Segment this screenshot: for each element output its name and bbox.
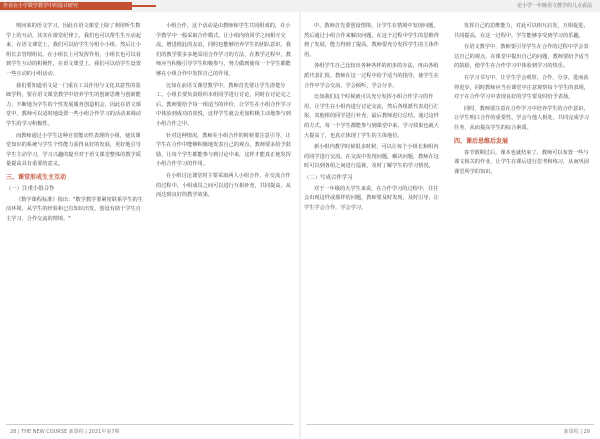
body-paragraph: 则问某的语文学习，因此在语文课堂上除了利用听生数学上的互动，其实在课堂纪律上，我们也可以帮生生互动起来，在语文课堂上，我们可以给学生分组小小组，然后让小组长去管理组员。在小组长上可发挥作用，小组长也可以看到学生互动的积极性，在语文课堂上，我们可以给学生设置一些互动的小组活动。: [6, 23, 141, 77]
body-paragraph: 各组学生自己比较出各种各样的初步的办法，再由各组派代表汇报，教师在这一过程中给予适当的指导，使学生在合作中学会交流，学会倾听，学会分享。: [304, 63, 439, 89]
body-paragraph: 在小组讨论课堂时主要采取两人小组合作，在交流合作的过程中，小组成员之间可以进行互相补充，共同提高，从而达到良好的教学效果。: [156, 172, 291, 199]
section-heading: 三、课堂形成生主互动: [6, 173, 67, 181]
body-paragraph: 发挥自己的思维能力，对此可以相互启发，互相促进，共同提高，在这一过程中，学生能够享受到学习的乐趣。: [454, 23, 589, 39]
body-paragraph: 对于一年级的大学生来说，在合作学习的过程中，往往会出现这样或那样的问题，教师要及时发现，及时引导，让学生学会合作，学会学习。: [304, 185, 439, 211]
body-paragraph: 中，教师首先要创设情境，让学生在情境中发现问题，然后通过小组合作来解决问题，在这个过程中学生的思维得到了发展，能力得到了提高，教师要充分发挥学生的主体作用。: [304, 23, 439, 58]
body-paragraph: 小组合作，这个活动是由教师和学生共同组成的，在小学教学中一般采取合作模式，让小组内的同学之间相互交流，增进彼此的友谊，同时也能够培养学生的团队意识，我们的教学要多多地采用合作学习的方法，在教学过程中，教师应当积极引导学生积极参与，努力做到使每一个学生都能够在小组合作中发挥自己的作用。: [156, 23, 291, 77]
section-heading: （一）注重小组合作: [6, 185, 55, 192]
left-footer-rule: [6, 424, 294, 425]
right-page: [304, 22, 594, 422]
left-page: [6, 22, 296, 422]
header-left-label: 作业在小学数学教学中的设计研究: [0, 2, 132, 10]
body-paragraph: 《数学课程标准》指出："数学教学要紧密联系学生的生活环境，从学生的经验和已有知识出发，创设有助于学生自主学习、合作交流的情境。": [6, 196, 143, 222]
header-separator: [132, 5, 156, 7]
body-paragraph: 而教师通过小学生这种自觉能动性表现的小组，使其课堂知识的系统与学生个性能力获得良好的发展，更好地引导学生主动学习，学习兴趣的提升对于语文课堂整体的教学质量提高具有重要的意义。: [6, 132, 141, 168]
left-page-column-1: [6, 22, 144, 422]
page-footer: [0, 426, 600, 438]
body-paragraph: 比如我们这个时候就可以充分发挥小组合作学习的作用，让学生在小组内进行讨论交流，然后各组派代表进行汇报，其他组的同学进行补充，最后教师进行总结。通过这样的方式，每一个学生都能参与到课堂中来，学习效果也就大大提高了，也真正体现了学生的主体地位。: [304, 94, 439, 139]
spine-gutter: [299, 12, 301, 439]
right-page-column-1: [304, 22, 442, 422]
body-paragraph: 针对这种情况，教师在小组合作的时候要注意引导，让学生在合作中能够积极地发表自己的观点，教师要多给予鼓励，让每个学生都能参与到讨论中来，这样才能真正地发挥小组合作学习的作用。: [156, 132, 291, 168]
header-right-label: 论小学一年级语文教学的几点看法: [516, 3, 592, 9]
section-heading: （二）写成合作学习: [304, 174, 353, 181]
body-paragraph: 在学习书写中，让学生学会观察、合作、分享，进而获得进步，同时教师应当在课堂中注意观察每个学生的表现，对于在合作学习中表现良好的学生要及时给予表扬。: [454, 74, 589, 101]
left-page-column-2: [156, 22, 294, 422]
right-footer-rule: [306, 424, 594, 425]
body-paragraph: 比如在前语文课堂教学中，教师首先要让学生清楚分工，小组长要负责组织本组同学进行讨论，同时在讨论完之后，教师要给予每一组适当的评价，让学生在小组合作学习中体验到成功的喜悦，这样学生就会更加积极主动地参与到小组合作之中。: [156, 82, 291, 127]
body-paragraph: 春节假期过后，课本也就结束了，教师可以布置一些与课文相关的作业，让学生在课后进行思考和练习，从而巩固课堂所学的知识。: [454, 149, 589, 175]
body-paragraph: 在语文教学中，教师要引导学生在合作的过程中学会表达自己的观点，在课堂中提出自己的问题，教师要给予适当的鼓励，使学生在合作学习中体验到学习的快乐。: [454, 44, 589, 70]
body-paragraph: 同时，教师要注意在合作学习中培养学生的合作意识，让学生明白合作的重要性，学会与他人相处，共同完成学习任务，从而提高学生的综合素质。: [454, 105, 589, 131]
page-header: [0, 0, 600, 12]
right-page-column-2: [454, 22, 592, 422]
right-page-number: 新课程 | 29: [563, 429, 590, 435]
body-paragraph: 新小组内教学时候很多时候，可以让每个小组长和组内的同学进行交流，在交流中发现问题，解决问题，教师在这时可以到各组之间进行巡视，及时了解学生的学习情况。: [304, 144, 439, 170]
left-page-number: 28 | THE NEW COURSE 新课程 | 2021年第7期: [10, 429, 120, 435]
section-heading: 四、课后思维后发展: [454, 137, 509, 145]
body-paragraph: 我们要知道语文是一门重在工具作用与文化其意性的基础学科，要在语文课堂教学中培养学生的创新思维与创新能力，不断地为学生的个性发展服务创造机会，因此在语文课堂中，教师可以适时地设置一些小组合作学习的活动来调动学生的学习积极性。: [6, 82, 141, 127]
